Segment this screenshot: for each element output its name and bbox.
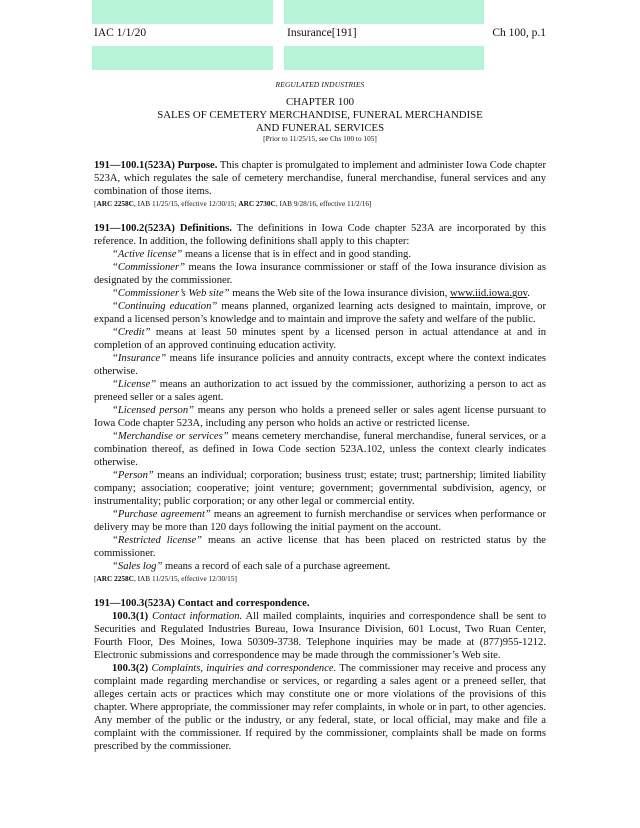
document-body bbox=[94, 78, 546, 753]
rule-contact bbox=[94, 597, 546, 753]
definition: “Insurance” means life insurance policies and annuity contracts, except where the context indicates otherwise. bbox=[94, 353, 546, 378]
history-note: [ARC 2258C, IAB 11/25/15, effective 12/30/15] bbox=[94, 574, 237, 584]
rule-heading: 191—100.3(523A) Contact and correspondence. bbox=[94, 598, 310, 610]
rule-text: This chapter is promulgated to implement and administer Iowa Code chapter 523A, which regulates the sale of cemetery merchandise, funeral merchandise, funeral services and any combination of those items. bbox=[94, 160, 547, 198]
definition: “Commissioner’s Web site” means the Web site of the Iowa insurance division, www.iid.iowa.gov. bbox=[112, 288, 530, 300]
highlight-box bbox=[92, 46, 273, 70]
definition: “Licensed person” means any person who holds a preneed seller or sales agent license pursuant to Iowa Code chapter 523A, including any person who holds an active or restricted license. bbox=[94, 405, 546, 430]
chapter-name-line2: AND FUNERAL SERVICES bbox=[255, 121, 385, 134]
header-title: Insurance[191] bbox=[287, 27, 357, 39]
definition: “Sales log” means a record of each sale of a purchase agreement. bbox=[112, 561, 391, 573]
header-date: IAC 1/1/20 bbox=[94, 27, 147, 39]
chapter-name-line1: SALES OF CEMETERY MERCHANDISE, FUNERAL MERCHANDISE bbox=[157, 108, 483, 121]
definition: “Restricted license” means an active license that has been placed on restricted status by the commissioner. bbox=[94, 535, 546, 560]
definition: “Person” means an individual; corporation; business trust; estate; trust; partnership; limited liability company; association; cooperative; joint venture; government; governmental subdivision, agency, or instrumentality; public corporation; or any other legal or commercial entity. bbox=[94, 470, 546, 508]
agency-caption: REGULATED INDUSTRIES bbox=[275, 80, 365, 89]
definition: “Continuing education” means planned, organized learning acts designed to maintain, improve, or expand a licensed person’s knowledge and to maintain and improve the safety and welfare of the public. bbox=[94, 301, 547, 326]
chapter-number: CHAPTER 100 bbox=[285, 96, 355, 108]
header-page: Ch 100, p.1 bbox=[492, 27, 546, 39]
subrule: 100.3(1) Contact information. All mailed complaints, inquiries and correspondence shall be sent to Securities and Regulated Industries Bureau, Iowa Insurance Division, 601 Locust, Two Ruan Center, Fourth Floor, Des Moines, Iowa 50309-3738. Telephone inquiries may be made at (877)955-1212. Electronic submissions and correspondence may be made through the commissioner’s Web site. bbox=[94, 611, 546, 662]
highlight-box bbox=[284, 0, 484, 24]
rule-definitions bbox=[94, 222, 546, 583]
definition: “Merchandise or services” means cemetery merchandise, funeral merchandise, funeral services, or a combination thereof, as defined in Iowa Code section 523A.102, unless the context clearly indicates otherwise. bbox=[94, 431, 546, 469]
highlight-box bbox=[92, 0, 273, 24]
definition: “Credit” means at least 50 minutes spent by a licensed person in actual attendance at and in completion of an approved continuing education activity. bbox=[94, 327, 546, 352]
highlight-box bbox=[284, 46, 484, 70]
chapter-title bbox=[94, 96, 546, 134]
definition: “Commissioner” means the Iowa insurance commissioner or staff of the Iowa insurance division as designated by the commissioner. bbox=[94, 262, 546, 287]
rule-heading: 191—100.2(523A) Definitions. bbox=[94, 223, 232, 235]
history-note: [ARC 2258C, IAB 11/25/15, effective 12/30/15; ARC 2730C, IAB 9/28/16, effective 11/2/16] bbox=[94, 199, 372, 209]
subrule: 100.3(2) Complaints, inquiries and correspondence. The commissioner may receive and process any complaint made regarding merchandise or services, or regarding a sales agent or a preneed seller, that alleges certain acts or practices which may constitute one or more violations of the provisions of this chapter. Where appropriate, the commissioner may refer complaints, in whole or in part, to other agencies. Any member of the public or the industry, or any federal, state, or local official, may make and file a complaint with the commissioner. If required by the commissioner, complaints shall be made on forms prescribed by the commissioner. bbox=[94, 663, 546, 753]
prior-note: [Prior to 11/25/15, see Chs 100 to 105] bbox=[263, 134, 377, 144]
running-header bbox=[94, 27, 546, 43]
rule-heading: 191—100.1(523A) Purpose. bbox=[94, 160, 218, 172]
rule-purpose bbox=[94, 159, 546, 208]
rule-text: The definitions in Iowa Code chapter 523A are incorporated by this reference. In addition, the following definitions shall apply to this chapter: bbox=[94, 223, 546, 248]
website-link[interactable]: www.iid.iowa.gov bbox=[450, 288, 528, 300]
definition: “License” means an authorization to act issued by the commissioner, authorizing a person to act as preneed seller or a sales agent. bbox=[94, 379, 546, 404]
definition: “Active license” means a license that is in effect and in good standing. bbox=[112, 249, 411, 261]
definition: “Purchase agreement” means an agreement to furnish merchandise or services when performance or delivery may be more than 120 days following the initial payment on the account. bbox=[94, 509, 546, 534]
